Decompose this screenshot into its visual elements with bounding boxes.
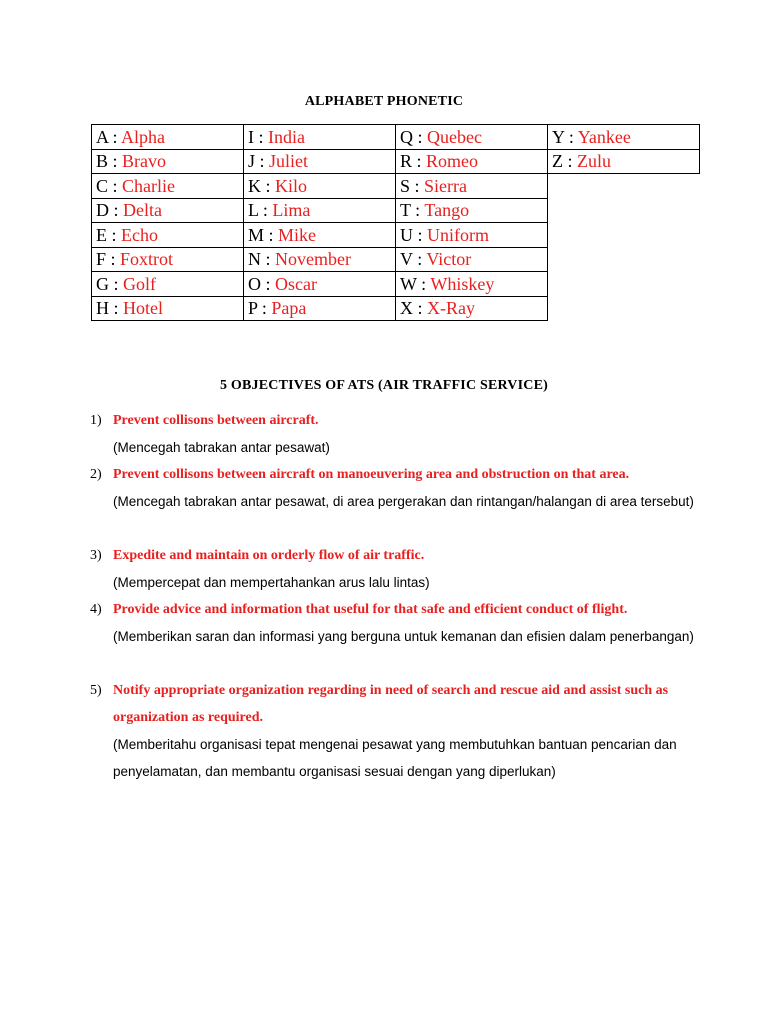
phonetic-word: Quebec — [427, 126, 482, 147]
phonetic-separator: : — [413, 298, 428, 319]
phonetic-separator: : — [106, 249, 121, 270]
table-row — [92, 125, 700, 150]
phonetic-separator: : — [258, 200, 273, 221]
phonetic-cell — [548, 149, 700, 174]
objective-indonesian: (Mencegah tabrakan antar pesawat, di area pergerakan dan rintangan/halangan di area tersebut) — [113, 494, 694, 509]
phonetic-separator: : — [412, 151, 427, 172]
phonetic-cell — [92, 247, 244, 272]
table-row — [92, 174, 700, 199]
phonetic-word: Golf — [123, 273, 157, 294]
phonetic-letter: H — [96, 298, 109, 319]
phonetic-word: Tango — [424, 200, 470, 221]
phonetic-letter: R — [400, 151, 413, 172]
phonetic-separator: : — [109, 200, 124, 221]
empty-cell — [548, 247, 700, 272]
objective-english: Expedite and maintain on orderly flow of air traffic. — [113, 548, 425, 563]
table-row — [92, 223, 700, 248]
phonetic-cell — [244, 272, 396, 297]
objective-number: 4) — [90, 602, 102, 617]
phonetic-word: Charlie — [122, 175, 176, 196]
phonetic-separator: : — [264, 224, 279, 245]
objective-indonesian: (Mempercepat dan mempertahankan arus lalu lintas) — [113, 575, 430, 590]
objective-number: 5) — [90, 683, 102, 698]
phonetic-letter: F — [96, 249, 107, 270]
phonetic-letter: B — [96, 151, 109, 172]
phonetic-cell — [396, 223, 548, 248]
phonetic-separator: : — [563, 151, 578, 172]
phonetic-cell — [92, 149, 244, 174]
phonetic-letter: Q — [400, 126, 413, 147]
phonetic-word: Alpha — [121, 126, 166, 147]
phonetic-cell — [396, 296, 548, 321]
phonetic-separator: : — [108, 175, 123, 196]
phonetic-cell — [92, 198, 244, 223]
phonetic-word: Oscar — [275, 273, 317, 294]
phonetic-cell — [396, 149, 548, 174]
phonetic-word: Mike — [278, 224, 317, 245]
phonetic-letter: T — [400, 200, 411, 221]
phonetic-word: Kilo — [275, 175, 308, 196]
phonetic-word: Victor — [426, 249, 472, 270]
phonetic-word: November — [275, 249, 351, 270]
objective-number: 1) — [90, 413, 102, 428]
phonetic-separator: : — [108, 126, 122, 147]
phonetic-separator: : — [412, 249, 427, 270]
phonetic-cell — [244, 223, 396, 248]
phonetic-word: Delta — [123, 200, 162, 221]
phonetic-cell — [244, 198, 396, 223]
phonetic-cell — [396, 272, 548, 297]
phonetic-letter: D — [96, 200, 109, 221]
phonetic-letter: E — [96, 224, 107, 245]
empty-cell — [548, 296, 700, 321]
phonetic-letter: O — [248, 273, 261, 294]
empty-cell — [548, 272, 700, 297]
phonetic-separator: : — [416, 273, 431, 294]
phonetic-separator: : — [109, 298, 124, 319]
phonetic-word: Romeo — [426, 151, 479, 172]
objective-number: 2) — [90, 467, 102, 482]
phonetic-cell — [244, 174, 396, 199]
phonetic-letter: J — [248, 151, 256, 172]
phonetic-separator: : — [108, 151, 123, 172]
phonetic-separator: : — [254, 126, 269, 147]
objective-indonesian: (Memberikan saran dan informasi yang berguna untuk kemanan dan efisien dalam penerbangan) — [113, 629, 694, 644]
phonetic-cell — [92, 223, 244, 248]
phonetic-cell — [396, 198, 548, 223]
phonetic-word: Zulu — [577, 151, 612, 172]
phonetic-letter: L — [248, 200, 259, 221]
phonetic-cell — [244, 125, 396, 150]
phonetic-separator: : — [107, 224, 122, 245]
objective-english: Prevent collisons between aircraft on manoeuvering area and obstruction on that area. — [113, 467, 630, 482]
phonetic-letter: P — [248, 298, 258, 319]
phonetic-separator: : — [255, 151, 270, 172]
table-row — [92, 272, 700, 297]
empty-cell — [548, 223, 700, 248]
phonetic-letter: M — [248, 224, 265, 245]
phonetic-alphabet-table — [91, 124, 700, 321]
phonetic-letter: U — [400, 224, 413, 245]
phonetic-word: Echo — [121, 224, 158, 245]
phonetic-cell — [244, 149, 396, 174]
phonetic-cell — [244, 296, 396, 321]
phonetic-letter: X — [400, 298, 413, 319]
phonetic-separator: : — [413, 224, 428, 245]
phonetic-letter: W — [400, 273, 417, 294]
phonetic-cell — [396, 174, 548, 199]
objective-number: 3) — [90, 548, 102, 563]
phonetic-letter: V — [400, 249, 413, 270]
phonetic-word: Hotel — [123, 298, 164, 319]
phonetic-letter: I — [248, 126, 254, 147]
phonetic-letter: C — [96, 175, 109, 196]
phonetic-cell — [92, 174, 244, 199]
phonetic-word: Juliet — [269, 151, 309, 172]
empty-cell — [548, 174, 700, 199]
ats-objectives-title: 5 OBJECTIVES OF ATS (AIR TRAFFIC SERVICE) — [220, 378, 548, 393]
objective-indonesian: (Mencegah tabrakan antar pesawat) — [113, 440, 330, 455]
phonetic-word: Bravo — [122, 151, 167, 172]
objective-english: Provide advice and information that useful for that safe and efficient conduct of flight. — [113, 602, 628, 617]
phonetic-word: Sierra — [424, 175, 468, 196]
phonetic-word: Uniform — [427, 224, 490, 245]
phonetic-separator: : — [564, 126, 578, 147]
phonetic-word: X-Ray — [427, 298, 476, 319]
phonetic-word: Papa — [271, 298, 307, 319]
phonetic-letter: G — [96, 273, 109, 294]
phonetic-word: Foxtrot — [120, 249, 174, 270]
phonetic-separator: : — [261, 249, 276, 270]
phonetic-cell — [244, 247, 396, 272]
alphabet-title: ALPHABET PHONETIC — [304, 94, 464, 109]
table-row — [92, 247, 700, 272]
phonetic-separator: : — [109, 273, 124, 294]
objective-english: Notify appropriate organization regarding in need of search and rescue aid and assist such as organization as required. — [113, 683, 669, 725]
phonetic-cell — [396, 247, 548, 272]
phonetic-letter: S — [400, 175, 411, 196]
phonetic-cell — [92, 296, 244, 321]
phonetic-separator: : — [410, 200, 425, 221]
phonetic-word: Whiskey — [430, 273, 495, 294]
objective-english: Prevent collisons between aircraft. — [113, 413, 319, 428]
phonetic-separator: : — [261, 175, 276, 196]
table-row — [92, 296, 700, 321]
empty-cell — [548, 198, 700, 223]
phonetic-cell — [396, 125, 548, 150]
phonetic-letter: K — [248, 175, 261, 196]
table-row — [92, 198, 700, 223]
phonetic-letter: A — [96, 126, 109, 147]
phonetic-word: India — [268, 126, 305, 147]
phonetic-letter: Z — [552, 151, 563, 172]
phonetic-letter: Y — [552, 126, 565, 147]
phonetic-cell — [92, 125, 244, 150]
phonetic-separator: : — [413, 126, 428, 147]
phonetic-letter: N — [248, 249, 261, 270]
phonetic-word: Yankee — [577, 126, 631, 147]
phonetic-cell — [548, 125, 700, 150]
phonetic-cell — [92, 272, 244, 297]
phonetic-separator: : — [410, 175, 425, 196]
phonetic-separator: : — [257, 298, 272, 319]
phonetic-word: Lima — [272, 200, 311, 221]
table-row — [92, 149, 700, 174]
objective-indonesian: (Memberitahu organisasi tepat mengenai pesawat yang membutuhkan bantuan pencarian dan penyelamatan, dan membantu organisasi sesuai dengan yang diperlukan) — [113, 737, 677, 779]
phonetic-separator: : — [261, 273, 276, 294]
